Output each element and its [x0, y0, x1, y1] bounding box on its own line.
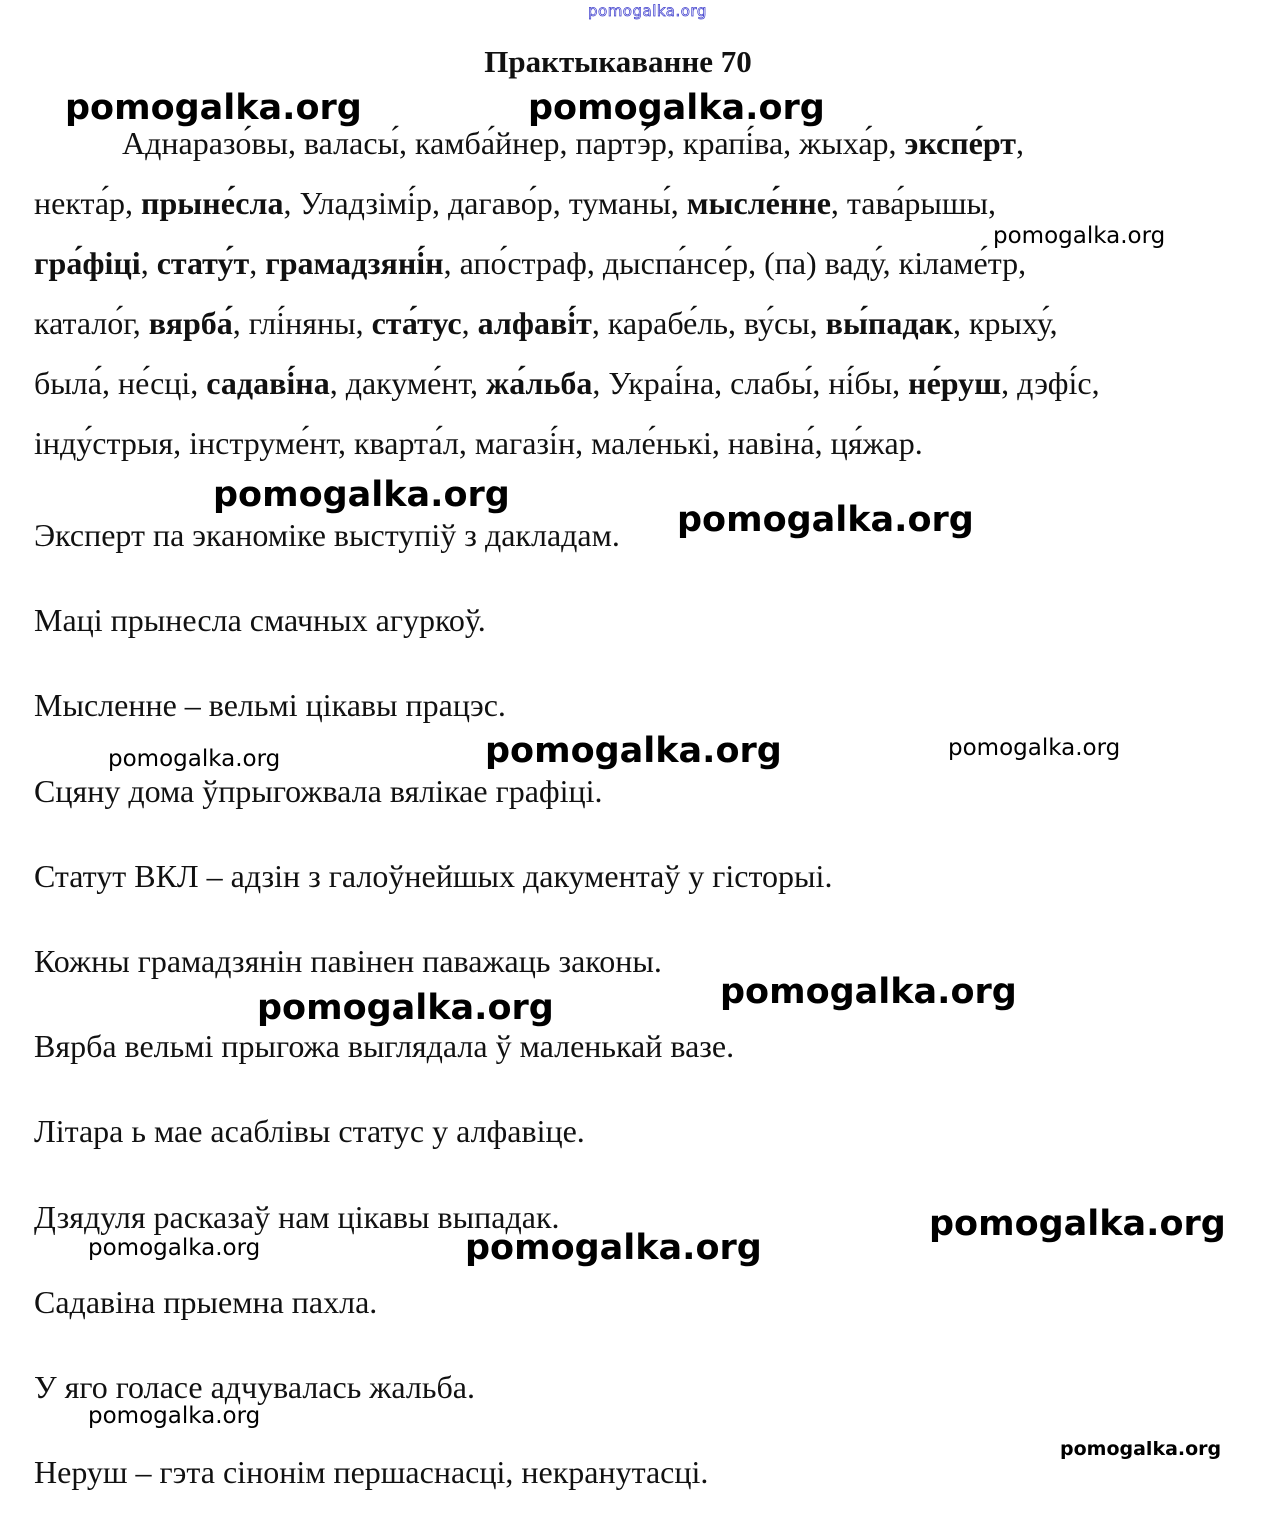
watermark: pomogalka.org — [993, 223, 1166, 249]
paragraph-line — [34, 425, 923, 462]
example-sentence: Эксперт па эканоміке выступіў з дакладам. — [34, 517, 620, 553]
paragraph-line — [122, 125, 1024, 162]
paragraph-line — [34, 305, 1058, 342]
word-text: была́, не́сці, — [34, 365, 207, 401]
watermark: pomogalka.org — [1060, 1438, 1222, 1460]
word-text: , — [1015, 125, 1024, 161]
example-sentence: Маці прынесла смачных агуркоў. — [34, 602, 486, 639]
watermark: pomogalka.org — [65, 88, 362, 128]
bold-word: гра́фіці — [34, 245, 141, 281]
word-text: , — [140, 245, 157, 281]
example-sentence: Неруш – гэта сінонім першаснасці, некранутасці. — [34, 1454, 709, 1491]
watermark: pomogalka.org — [108, 746, 281, 772]
watermark: pomogalka.org — [677, 500, 974, 540]
watermark: pomogalka.org — [465, 1228, 762, 1268]
word-text: інду́стрыя, інструме́нт, кварта́л, магазі́н, мале́нькі, навіна́, ця́жар. — [34, 425, 923, 461]
bold-word: алфаві́т — [477, 305, 592, 341]
bold-word: стату́т — [156, 245, 250, 281]
bold-word: не́руш — [908, 365, 1002, 401]
paragraph-line — [34, 365, 1100, 402]
word-text: , апо́страф, дыспа́нсе́р, (па) ваду́, кіламе́тр, — [443, 245, 1027, 281]
bold-word: прыне́сла — [141, 185, 284, 221]
word-text: , тава́рышы, — [830, 185, 997, 221]
bold-word: экспе́рт — [904, 125, 1016, 161]
watermark: pomogalka.org — [720, 972, 1017, 1012]
example-sentence: Мысленне – вельмі цікавы працэс. — [34, 687, 506, 724]
word-text: , Украі́на, слабы́, ні́бы, — [592, 365, 909, 401]
word-text: некта́р, — [34, 185, 142, 221]
word-text: , крыху́, — [952, 305, 1058, 341]
paragraph-line — [34, 245, 1026, 282]
watermark: pomogalka.org — [929, 1204, 1226, 1244]
bold-word: жа́льба — [486, 365, 593, 401]
bold-word: грамадзяні́н — [265, 245, 444, 281]
watermark: pomogalka.org — [528, 88, 825, 128]
watermark: pomogalka.org — [88, 1403, 261, 1429]
example-sentence: Сцяну дома ўпрыгожвала вялікае графіці. — [34, 772, 603, 809]
bold-word: вярба́ — [148, 305, 233, 341]
exercise-title: Практыкаванне 70 — [484, 44, 752, 79]
example-sentence: Дзядуля расказаў нам цікавы выпадак. — [34, 1198, 560, 1235]
word-text: , Уладзімі́р, дагаво́р, туманы́, — [283, 185, 687, 221]
example-sentence: Садавіна прыемна пахла. — [34, 1283, 378, 1320]
word-text: , карабе́ль, ву́сы, — [591, 305, 826, 341]
bold-word: ста́тус — [371, 305, 462, 341]
word-text: Аднаразо́вы, валасы́, камба́йнер, партэ́р, крапі́ва, жыха́р, — [122, 125, 905, 161]
watermark: pomogalka.org — [213, 475, 510, 515]
example-sentence: Статут ВКЛ – адзін з галоўнейшых дакументаў у гісторыі. — [34, 857, 833, 894]
example-sentence: Кожны грамадзянін павінен паважаць законы. — [34, 943, 662, 979]
watermark: pomogalka.org — [948, 735, 1121, 761]
bold-word: садаві́на — [206, 365, 330, 401]
bold-word: вы́падак — [825, 305, 953, 341]
header-watermark: pomogalka.org — [588, 2, 707, 20]
paragraph-line — [34, 185, 996, 222]
example-sentence: Вярба вельмі прыгожа выглядала ў маленькай вазе. — [34, 1028, 735, 1065]
example-sentence: Літара ь мае асаблівы статус у алфавіце. — [34, 1113, 585, 1150]
word-text: , дакуме́нт, — [329, 365, 486, 401]
watermark: pomogalka.org — [88, 1235, 261, 1261]
word-text: , — [249, 245, 266, 281]
watermark: pomogalka.org — [257, 988, 554, 1028]
example-sentence: У яго голасе адчувалась жальба. — [34, 1369, 475, 1405]
watermark: pomogalka.org — [485, 731, 782, 771]
word-text: , — [461, 305, 478, 341]
word-text: катало́г, — [34, 305, 149, 341]
word-text: , дэфі́с, — [1001, 365, 1100, 401]
word-text: , глі́няны, — [232, 305, 372, 341]
bold-word: мысле́нне — [686, 185, 831, 221]
